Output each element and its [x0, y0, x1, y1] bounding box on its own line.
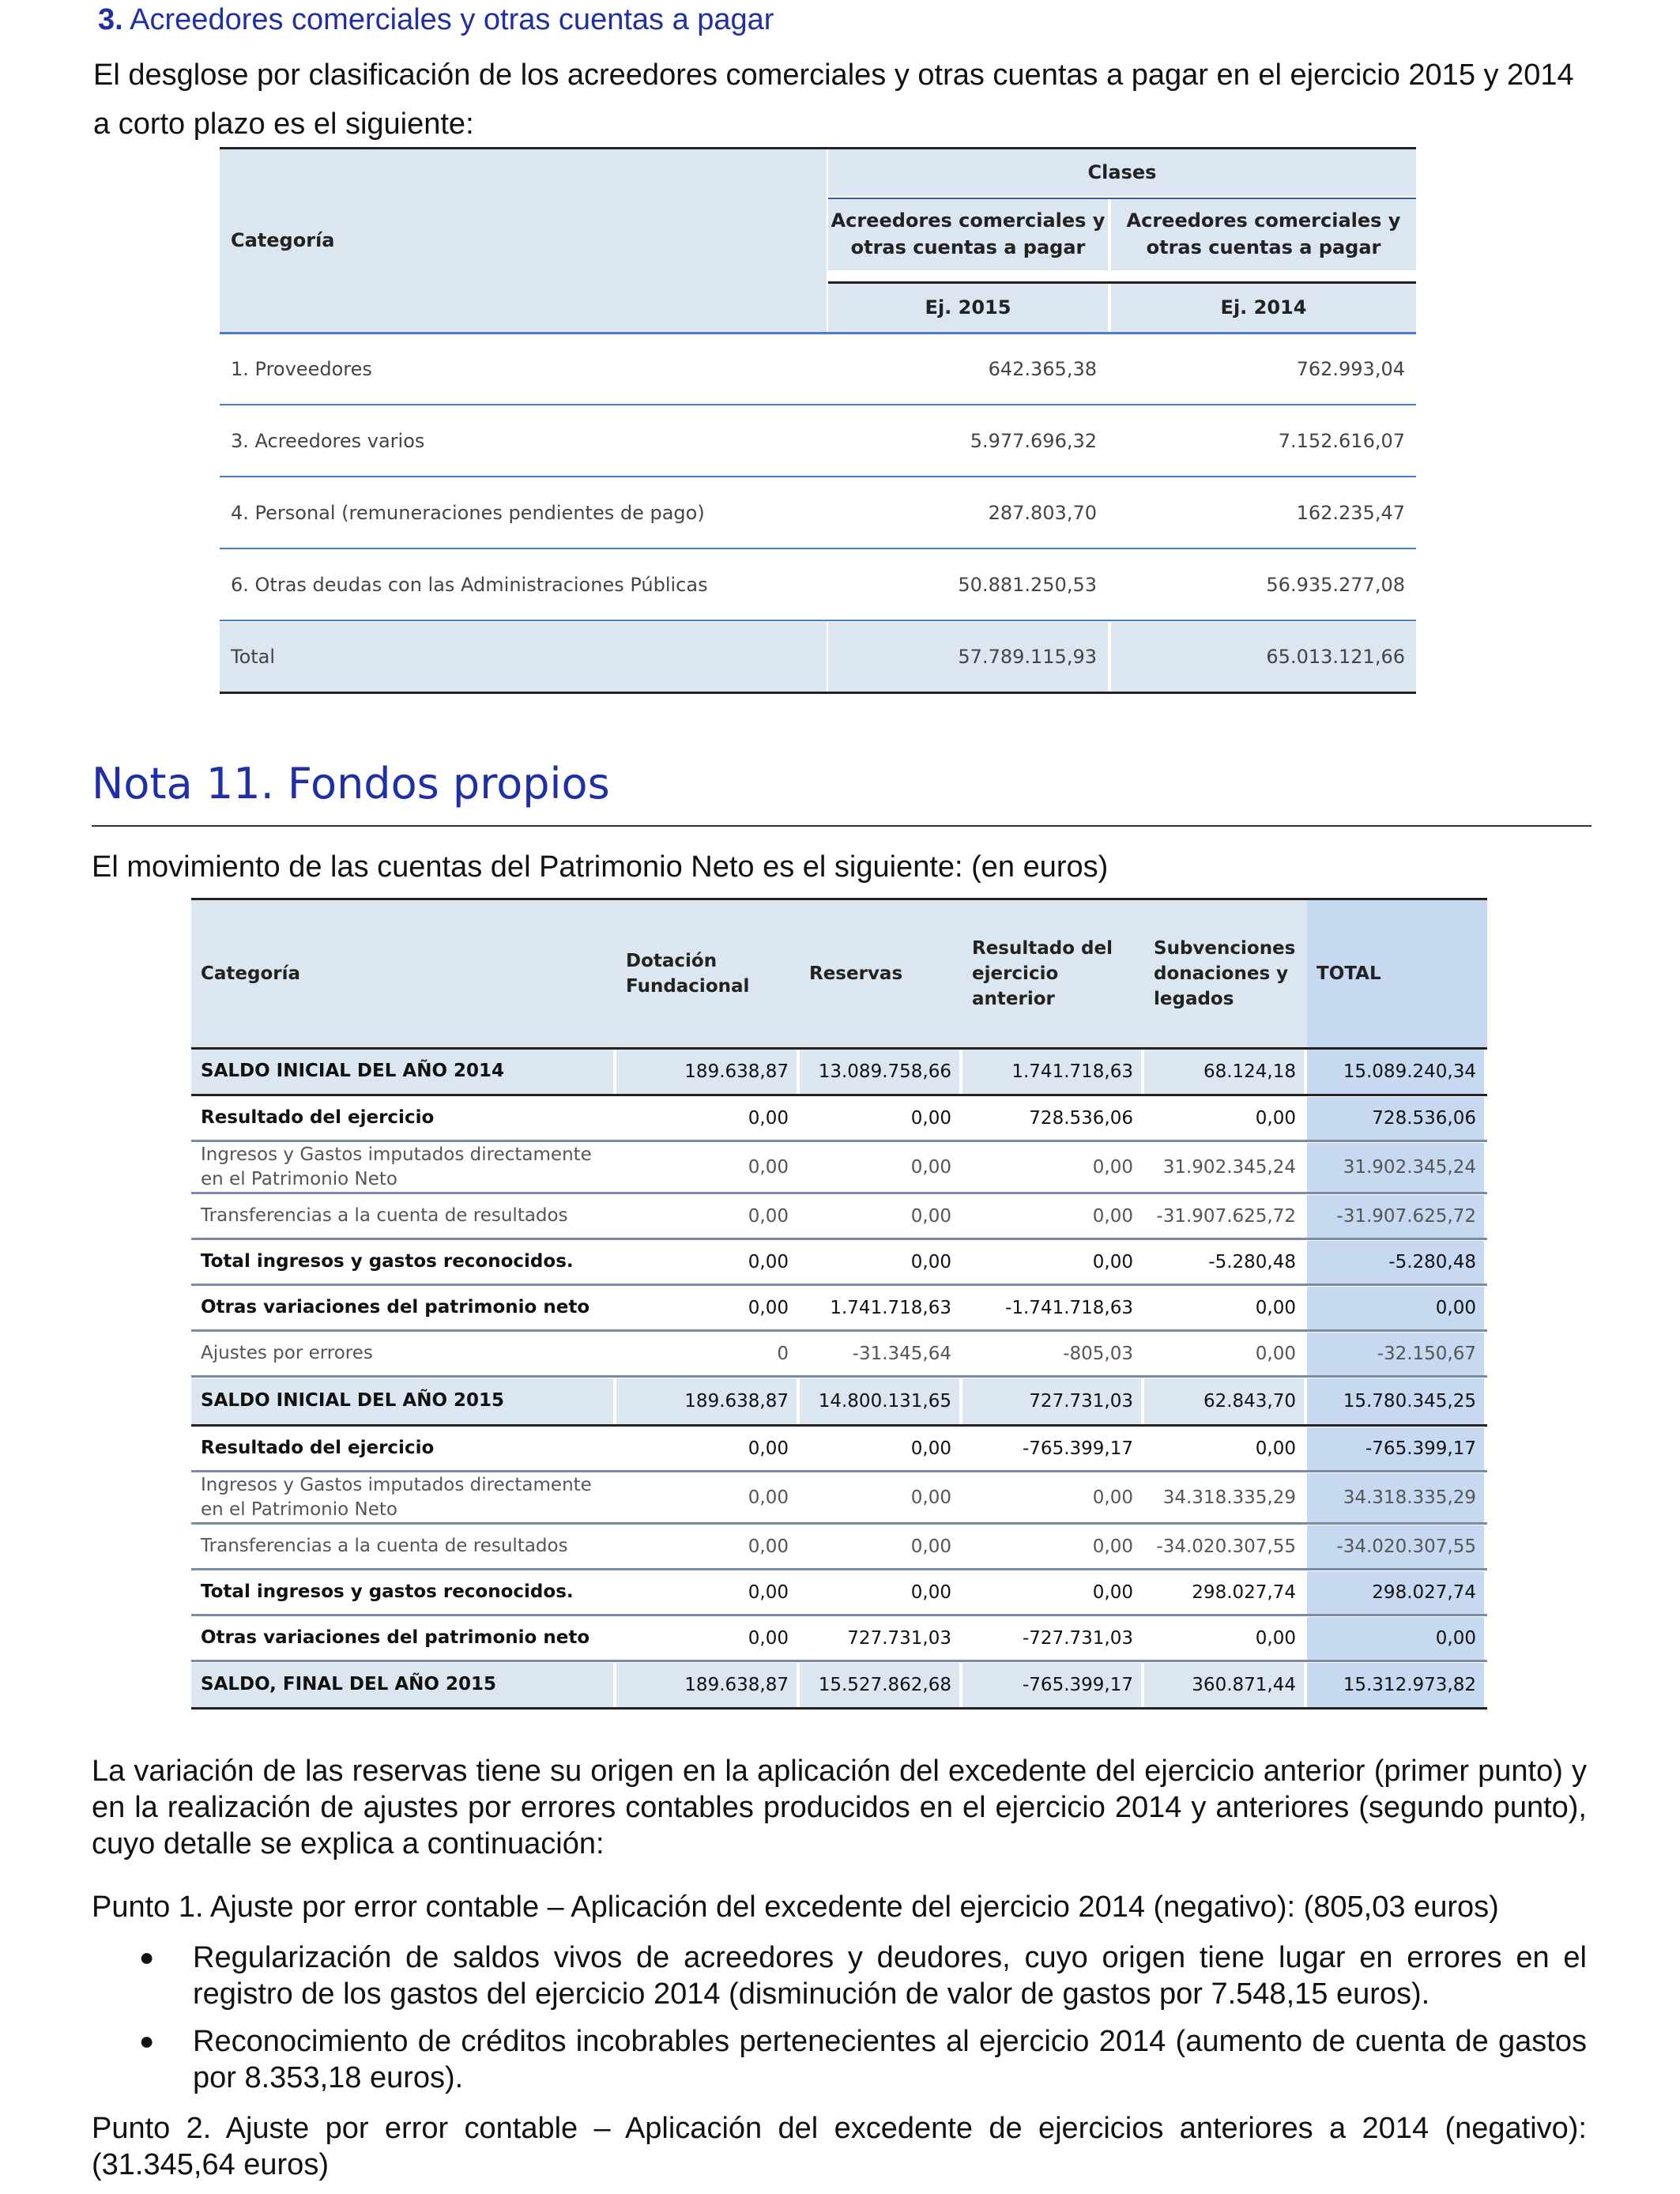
table-value: -765.399,17: [962, 1663, 1141, 1707]
value-2015: 642.365,38: [988, 358, 1097, 380]
total-value: -34.020.307,55: [1307, 1525, 1484, 1568]
table-value: 0,00: [1092, 1157, 1133, 1178]
table-value: 727.731,03: [962, 1378, 1141, 1424]
total-value: 0,00: [1307, 1617, 1484, 1660]
total-value: 31.902.345,24: [1307, 1143, 1484, 1192]
total-value: 15.312.973,82: [1307, 1663, 1484, 1707]
table-value: 31.902.345,24: [1162, 1157, 1296, 1178]
table-value: -1.741.718,63: [1005, 1298, 1133, 1318]
table-value: -727.731,03: [1023, 1628, 1133, 1649]
table-value: -765.399,17: [1023, 1438, 1133, 1459]
table-value: 0,00: [910, 1252, 951, 1272]
table-value: -34.020.307,55: [1156, 1536, 1296, 1557]
table-rule: [220, 404, 1416, 405]
bullet-item: Reconocimiento de créditos incobrables pertenecientes al ejercicio 2014 (aumento de cuenta de gastos por 8.353,18 euros).: [193, 2025, 1587, 2094]
table-rule: [191, 1329, 1487, 1332]
table-value: 189.638,87: [616, 1378, 797, 1424]
table-rule: [191, 1284, 1487, 1286]
reserves-variation-paragraph: La variación de las reservas tiene su origen en la aplicación del excedente del ejercicio anterior (primer punto) y en la realización de ajustes por errores contables producidos en el ejercicio 2014 y anteriores (segundo punto), cuyo detalle se explica a continuación:: [92, 1755, 1587, 1860]
table-value: 360.871,44: [1144, 1663, 1304, 1707]
column-header: Subvenciones donaciones y legados: [1144, 900, 1307, 1047]
row-label: 6. Otras deudas con las Administraciones Públicas: [231, 574, 708, 596]
column-header: Reservas: [800, 900, 962, 1047]
table-value: 1.741.718,63: [962, 1050, 1141, 1094]
saldo-row-label: SALDO, FINAL DEL AÑO 2015: [191, 1663, 613, 1707]
total-label: Total: [220, 622, 827, 692]
table-value: 0,00: [748, 1298, 789, 1318]
value-2015: 287.803,70: [988, 502, 1097, 524]
total-value: 298.027,74: [1307, 1571, 1484, 1614]
column-header: Acreedores comerciales y otras cuentas a pagar: [828, 199, 1108, 270]
table-value: 0,00: [748, 1536, 789, 1557]
table-rule: [828, 281, 1416, 284]
table-value: 62.843,70: [1144, 1378, 1304, 1424]
value-2014: 56.935.277,08: [1266, 574, 1405, 596]
table-rule: [191, 1094, 1487, 1096]
table-value: 34.318.335,29: [1162, 1487, 1296, 1508]
table-value: 0: [777, 1344, 789, 1364]
table-value: 0,00: [748, 1108, 789, 1129]
section-number: 3.: [98, 3, 123, 36]
table-rule: [191, 1707, 1487, 1710]
value-2014: 65.013.121,66: [1111, 622, 1416, 692]
table-value: 0,00: [910, 1487, 951, 1508]
table-value: 0,00: [748, 1438, 789, 1459]
total-header: TOTAL: [1307, 900, 1487, 1047]
row-label: 3. Acreedores varios: [231, 430, 425, 452]
table-value: 1.741.718,63: [830, 1298, 951, 1318]
table-value: 15.527.862,68: [800, 1663, 959, 1707]
table-value: 189.638,87: [616, 1050, 797, 1094]
value-2014: 762.993,04: [1296, 358, 1405, 380]
table-value: 298.027,74: [1192, 1582, 1296, 1603]
table-value: 0,00: [1092, 1582, 1133, 1603]
total-value: 728.536,06: [1307, 1097, 1484, 1140]
table-value: 0,00: [1255, 1438, 1296, 1459]
table-rule: [191, 1424, 1487, 1427]
section-heading: [98, 3, 774, 37]
total-value: 15.780.345,25: [1307, 1378, 1484, 1424]
table-value: 0,00: [910, 1536, 951, 1557]
value-2014: 7.152.616,07: [1278, 430, 1405, 452]
table-value: 0,00: [1092, 1206, 1133, 1227]
note-title: Nota 11. Fondos propios: [92, 759, 610, 809]
table-value: 0,00: [748, 1628, 789, 1649]
row-label: Ingresos y Gastos imputados directamente en el Patrimonio Neto: [201, 1474, 592, 1520]
table-value: 0,00: [1255, 1108, 1296, 1129]
total-value: 34.318.335,29: [1307, 1473, 1484, 1522]
value-2015: 50.881.250,53: [958, 574, 1097, 596]
table-value: 0,00: [910, 1206, 951, 1227]
table-value: 68.124,18: [1144, 1050, 1304, 1094]
table-value: 0,00: [910, 1582, 951, 1603]
row-label: Otras variaciones del patrimonio neto: [201, 1627, 590, 1649]
total-value: -5.280,48: [1307, 1241, 1484, 1284]
table-value: 189.638,87: [616, 1663, 797, 1707]
row-label: 1. Proveedores: [231, 358, 372, 380]
table-rule: [191, 1470, 1487, 1472]
category-header: Categoría: [191, 900, 616, 1047]
table-rule: [220, 620, 1416, 621]
row-label: Resultado del ejercicio: [201, 1438, 435, 1459]
table-value: 0,00: [1092, 1252, 1133, 1272]
table-value: 0,00: [1092, 1487, 1133, 1508]
table-value: 0,00: [1092, 1536, 1133, 1557]
category-header: Categoría: [220, 149, 827, 332]
row-label: Total ingresos y gastos reconocidos.: [201, 1251, 574, 1272]
year-header: Ej. 2014: [1111, 283, 1416, 332]
note-intro: El movimiento de las cuentas del Patrimonio Neto es el siguiente: (en euros): [92, 850, 1109, 884]
bullet-icon: ●: [139, 2026, 155, 2055]
table-value: 14.800.131,65: [800, 1378, 959, 1424]
table-value: 0,00: [748, 1157, 789, 1178]
table-value: 727.731,03: [847, 1628, 951, 1649]
table-value: -31.345,64: [852, 1344, 951, 1364]
saldo-row-label: SALDO INICIAL DEL AÑO 2014: [191, 1050, 613, 1094]
table-rule: [828, 198, 1416, 199]
table-rule: [191, 1522, 1487, 1525]
table-value: 13.089.758,66: [800, 1050, 959, 1094]
table-rule: [220, 548, 1416, 549]
creditors-table: [220, 147, 1416, 688]
table-value: -5.280,48: [1208, 1252, 1296, 1272]
row-label: Transferencias a la cuenta de resultados: [201, 1536, 568, 1557]
table-rule: [191, 1614, 1487, 1616]
table-rule: [220, 692, 1416, 694]
table-value: -805,03: [1063, 1344, 1133, 1364]
table-rule: [191, 1192, 1487, 1194]
equity-movement-table: [191, 898, 1487, 1720]
table-value: 0,00: [910, 1108, 951, 1129]
row-label: 4. Personal (remuneraciones pendientes de pago): [231, 502, 705, 524]
value-2015: 57.789.115,93: [828, 622, 1108, 692]
column-header: Acreedores comerciales y otras cuentas a pagar: [1111, 199, 1416, 270]
total-value: -31.907.625,72: [1307, 1195, 1484, 1238]
table-value: 0,00: [1255, 1344, 1296, 1364]
table-rule: [220, 147, 1416, 149]
table-value: 0,00: [748, 1487, 789, 1508]
row-label: Resultado del ejercicio: [201, 1107, 435, 1129]
row-label: Ingresos y Gastos imputados directamente en el Patrimonio Neto: [201, 1144, 592, 1189]
total-value: -32.150,67: [1307, 1333, 1484, 1375]
year-header: Ej. 2015: [828, 283, 1108, 332]
table-rule: [191, 1660, 1487, 1662]
table-value: 728.536,06: [1029, 1108, 1133, 1129]
table-value: 0,00: [748, 1582, 789, 1603]
table-value: -31.907.625,72: [1156, 1206, 1296, 1227]
section-intro: El desglose por clasificación de los acreedores comerciales y otras cuentas a pagar en el ejercicio 2015 y 2014 a corto plazo es el siguiente:: [93, 58, 1574, 141]
section-title: Acreedores comerciales y otras cuentas a pagar: [130, 3, 774, 36]
bullet-icon: ●: [139, 1943, 155, 1971]
table-rule: [191, 1238, 1487, 1240]
table-value: 0,00: [910, 1157, 951, 1178]
punto1-paragraph: Punto 1. Ajuste por error contable – Aplicación del excedente del ejercicio 2014 (negativo): (805,03 euros): [92, 1891, 1499, 1924]
total-value: -765.399,17: [1307, 1427, 1484, 1470]
bullet-item: Regularización de saldos vivos de acreedores y deudores, cuyo origen tiene lugar en errores en el registro de los gastos del ejercicio 2014 (disminución de valor de gastos por 7.548,15 euros).: [193, 1941, 1587, 2011]
table-rule: [220, 476, 1416, 477]
row-label: Otras variaciones del patrimonio neto: [201, 1297, 590, 1318]
table-value: 0,00: [1255, 1298, 1296, 1318]
table-rule: [191, 1375, 1487, 1378]
row-label: Total ingresos y gastos reconocidos.: [201, 1581, 574, 1603]
table-value: 0,00: [748, 1206, 789, 1227]
classes-header: Clases: [828, 149, 1416, 196]
column-header: Resultado del ejercicio anterior: [962, 900, 1144, 1047]
table-value: 0,00: [748, 1252, 789, 1272]
title-divider: [92, 825, 1591, 827]
punto2-paragraph: Punto 2. Ajuste por error contable – Aplicación del excedente de ejercicios anteriores a 2014 (negativo): (31.345,64 euros): [92, 2112, 1587, 2181]
value-2015: 5.977.696,32: [970, 430, 1097, 452]
saldo-row-label: SALDO INICIAL DEL AÑO 2015: [191, 1378, 613, 1424]
table-value: 0,00: [1255, 1628, 1296, 1649]
table-rule: [191, 1568, 1487, 1570]
table-rule: [191, 1140, 1487, 1142]
total-value: 15.089.240,34: [1307, 1050, 1484, 1094]
row-label: Transferencias a la cuenta de resultados: [201, 1205, 568, 1227]
table-value: 0,00: [910, 1438, 951, 1459]
column-header: Dotación Fundacional: [616, 900, 800, 1047]
total-value: 0,00: [1307, 1287, 1484, 1329]
value-2014: 162.235,47: [1296, 502, 1405, 524]
row-label: Ajustes por errores: [201, 1343, 373, 1364]
